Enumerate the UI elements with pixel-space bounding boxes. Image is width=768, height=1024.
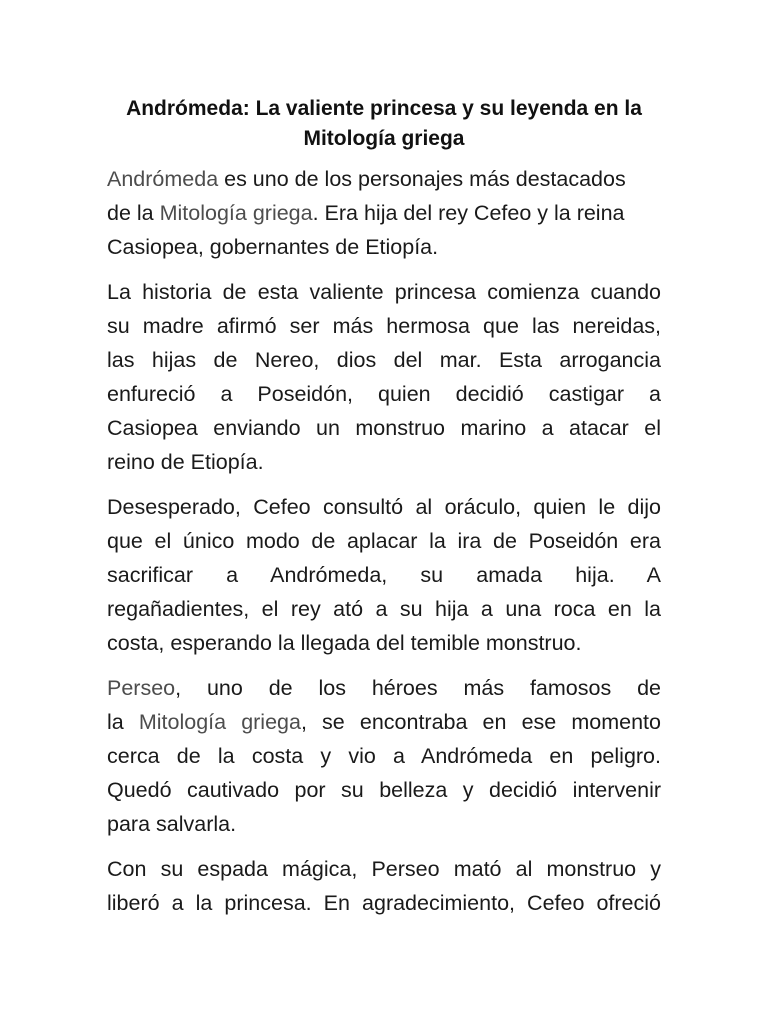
paragraph-5 [107, 852, 661, 920]
document-title [107, 94, 661, 154]
paragraph-2-line: Casiopea enviando un monstruo marino a atacar el [107, 416, 661, 440]
paragraph-4-line: cerca de la costa y vio a Andrómeda en peligro. [107, 744, 661, 768]
paragraph-1-text-3: . Era hija del rey Cefeo y la reina [312, 201, 625, 225]
paragraph-4-text-3: , se encontraba en ese momento [300, 710, 661, 734]
paragraph-1-text-2: de la [107, 201, 160, 225]
paragraph-1-line-3: Casiopea, gobernantes de Etiopía. [107, 235, 439, 259]
paragraph-5-line: liberó a la princesa. En agradecimiento, Cefeo ofreció [107, 891, 661, 915]
paragraph-5-line: Con su espada mágica, Perseo mató al monstruo y [107, 857, 661, 881]
paragraph-1-line-1 [107, 162, 661, 196]
paragraph-4-text-2: la [107, 710, 139, 734]
mitologia-griega-link[interactable]: Mitología griega [138, 710, 301, 734]
title-line-1: Andrómeda: La valiente princesa y su leyenda en la [126, 97, 642, 120]
paragraph-3-line: Desesperado, Cefeo consultó al oráculo, quien le dijo [107, 495, 661, 519]
paragraph-4-line-2 [107, 705, 661, 739]
paragraph-2 [107, 275, 661, 479]
paragraph-2-line: La historia de esta valiente princesa comienza cuando [107, 280, 661, 304]
paragraph-1-line-2 [107, 196, 661, 230]
paragraph-2-line: su madre afirmó ser más hermosa que las nereidas, [107, 314, 661, 338]
mitologia-griega-link[interactable]: Mitología griega [159, 201, 313, 225]
paragraph-3 [107, 490, 661, 660]
paragraph-3-line: que el único modo de aplacar la ira de Poseidón era [107, 529, 661, 553]
paragraph-4-text-1: , uno de los héroes más famosos de [175, 676, 661, 700]
paragraph-4-line-1 [107, 671, 661, 705]
perseo-link[interactable]: Perseo [107, 676, 176, 700]
andromeda-link[interactable]: Andrómeda [107, 167, 219, 191]
paragraph-3-line: sacrificar a Andrómeda, su amada hija. A [107, 563, 661, 587]
paragraph-3-line: regañadientes, el rey ató a su hija a una roca en la [107, 597, 661, 621]
paragraph-2-line: reino de Etiopía. [107, 450, 264, 474]
paragraph-3-line: costa, esperando la llegada del temible monstruo. [107, 631, 582, 655]
paragraph-2-line: enfureció a Poseidón, quien decidió castigar a [107, 382, 661, 406]
paragraph-4 [107, 671, 661, 841]
document-body [107, 94, 661, 931]
paragraph-4-line: Quedó cautivado por su belleza y decidió intervenir [107, 778, 661, 802]
paragraph-1 [107, 162, 661, 264]
title-line-2: Mitología griega [303, 127, 465, 150]
paragraph-4-line: para salvarla. [107, 812, 237, 836]
paragraph-1-text-1: es uno de los personajes más destacados [218, 167, 626, 191]
paragraph-2-line: las hijas de Nereo, dios del mar. Esta arrogancia [107, 348, 661, 372]
